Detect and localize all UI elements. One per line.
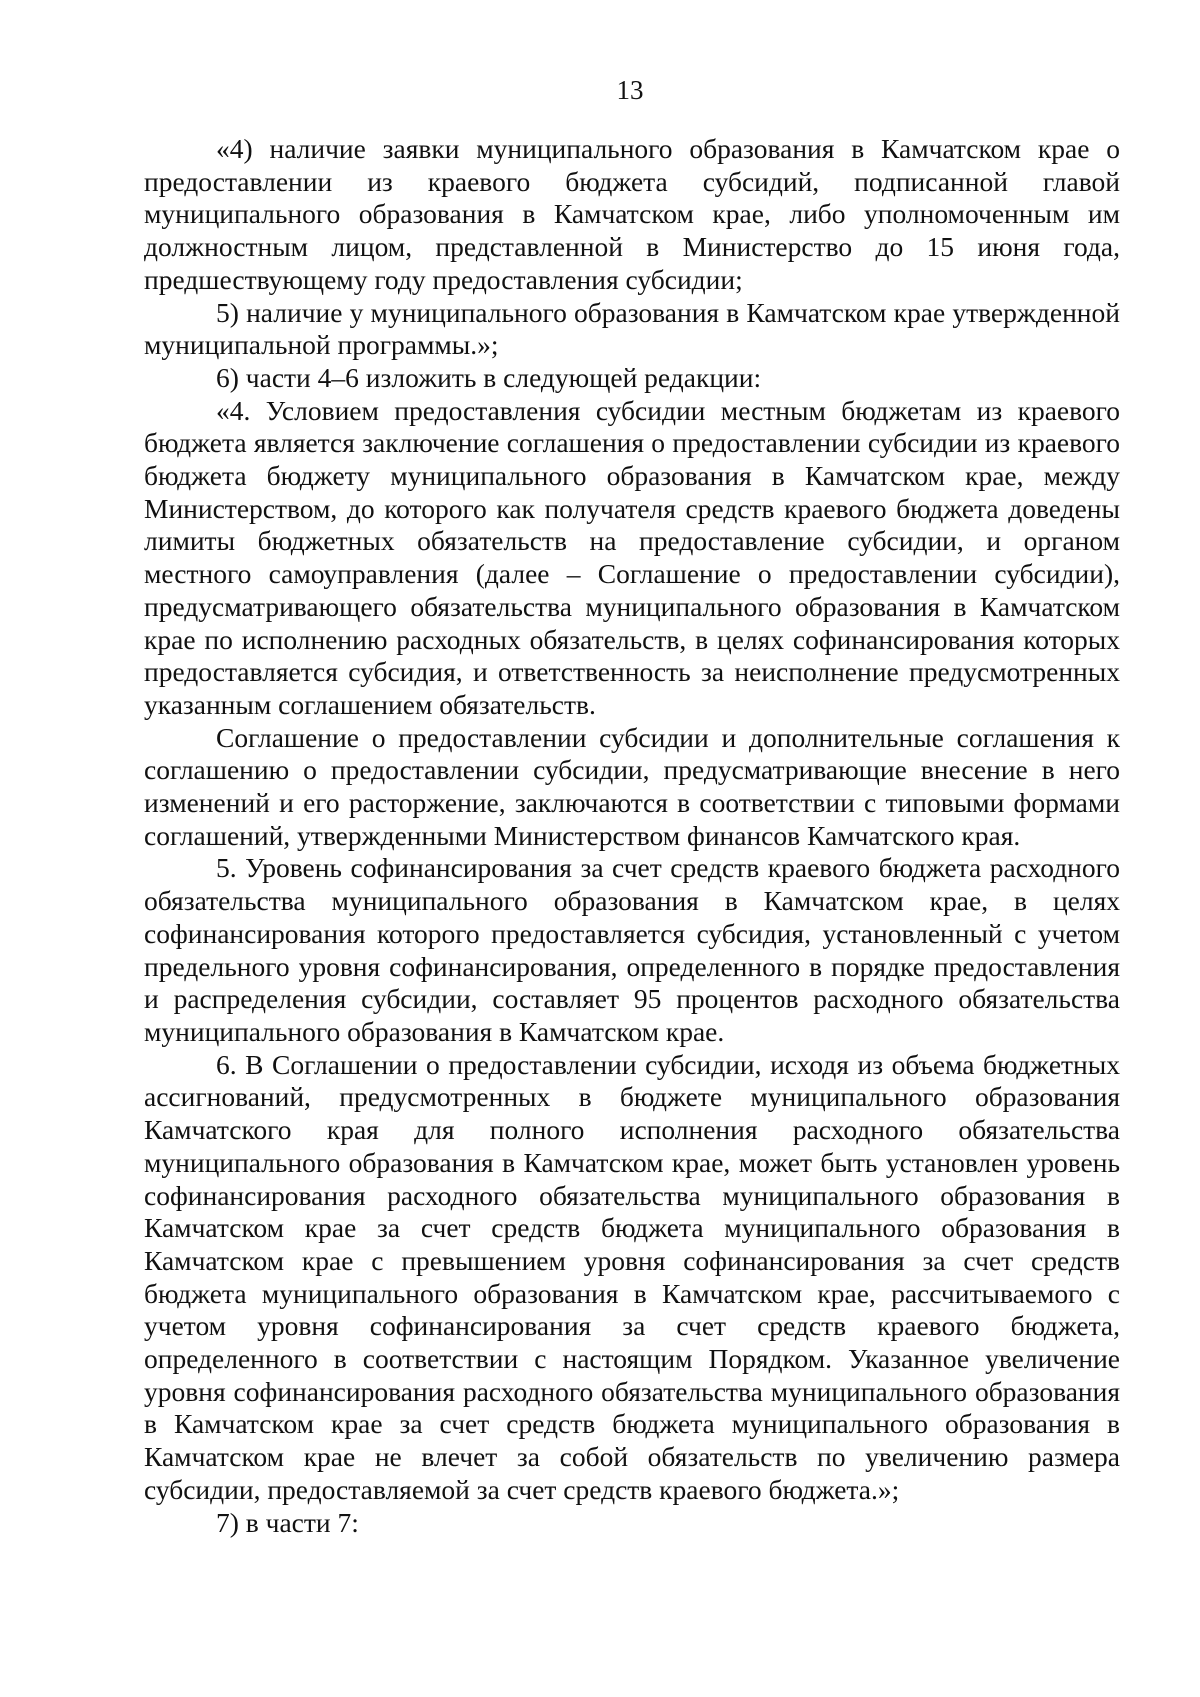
paragraph-amendment-7: 7) в части 7:	[216, 1506, 359, 1538]
paragraph-agreement-forms: Соглашение о предоставлении субсидии и дополнительные соглашения к соглашению о предоставлении субсидии, предусматривающие внесение в него изменений и его расторжение, заключаются в соответствии с типовыми формами соглашений, утвержденными Министерством финансов Камчатского края.	[144, 721, 1120, 851]
paragraph-part-4-condition: «4. Условием предоставления субсидии местным бюджетам из краевого бюджета является заключение соглашения о предоставлении субсидии из краевого бюджета бюджету муниципального образования в Камчатском крае, между Министерством, до которого как получателя средств краевого бюджета доведены лимиты бюджетных обязательств на предоставление субсидии, и органом местного самоуправления (далее – Соглашение о предоставлении субсидии), предусматривающего обязательства муниципального образования в Камчатском крае по исполнению расходных обязательств, в целях софинансирования которых предоставляется субсидия, и ответственность за неисполнение предусмотренных указанным соглашением обязательств.	[144, 394, 1120, 720]
page-number: 13	[616, 75, 644, 105]
paragraph-item-4-application: «4) наличие заявки муниципального образования в Камчатском крае о предоставлении из краевого бюджета субсидий, подписанной главой муниципального образования в Камчатском крае, либо уполномоченным им должностным лицом, представленной в Министерство до 15 июня года, предшествующему году предоставления субсидии;	[144, 133, 1120, 295]
paragraph-part-6-increase: 6. В Соглашении о предоставлении субсидии, исходя из объема бюджетных ассигнований, предусмотренных в бюджете муниципального образования Камчатского края для полного исполнения расходного обязательства муниципального образования в Камчатском крае, может быть установлен уровень софинансирования расходного обязательства муниципального образования в Камчатском крае за счет средств бюджета муниципального образования в Камчатском крае с превышением уровня софинансирования за счет средств бюджета муниципального образования в Камчатском крае, рассчитываемого с учетом уровня софинансирования за счет средств краевого бюджета, определенного в соответствии с настоящим Порядком. Указанное увеличение уровня софинансирования расходного обязательства муниципального образования в Камчатском крае за счет средств бюджета муниципального образования в Камчатском крае не влечет за собой обязательств по увеличению размера субсидии, предоставляемой за счет средств краевого бюджета.»;	[144, 1048, 1120, 1505]
paragraph-part-5-cofinancing: 5. Уровень софинансирования за счет средств краевого бюджета расходного обязательства муниципального образования в Камчатском крае, в целях софинансирования которого предоставляется субсидия, установленный с учетом предельного уровня софинансирования, определенного в порядке предоставления и распределения субсидии, составляет 95 процентов расходного обязательства муниципального образования в Камчатском крае.	[144, 852, 1120, 1047]
paragraph-item-5-program: 5) наличие у муниципального образования в Камчатском крае утвержденной муниципальной программы.»;	[144, 296, 1120, 361]
paragraph-amendment-6: 6) части 4–6 изложить в следующей редакции:	[216, 361, 762, 393]
document-body	[144, 133, 1120, 1539]
